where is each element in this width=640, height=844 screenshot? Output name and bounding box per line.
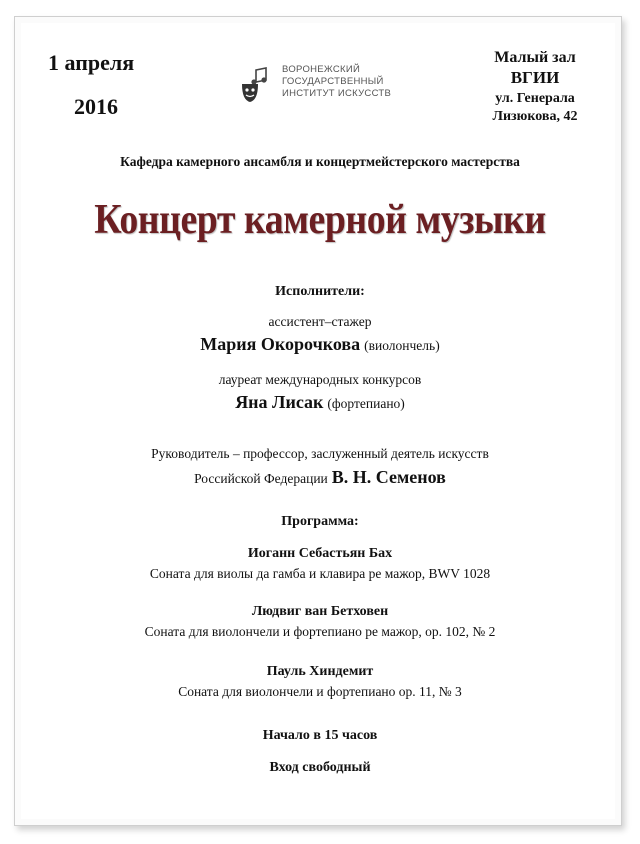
performer-1-name: Мария Окорочкова [200,334,361,354]
concert-title: Концерт камерной музыки [94,197,546,243]
program-heading: Программа: [281,514,359,529]
performers-heading: Исполнители: [275,284,365,299]
start-time: Начало в 15 часов [262,728,378,743]
performer-1-role: ассистент–стажер [268,314,372,329]
program-2-composer: Людвиг ван Бетховен [251,604,389,619]
program-2-work: Соната для виолончели и фортепиано ре мажор, ор. 102, № 2 [144,624,496,639]
program-3-work: Соната для виолончели и фортепиано ор. 11, № 3 [178,684,462,699]
venue-hall: Малый зал [494,49,576,66]
logo-line-2: ГОСУДАРСТВЕННЫЙ [282,76,384,87]
performer-1-instrument: (виолончель) [364,338,440,353]
department: Кафедра камерного ансамбля и концертмейстерского мастерства [120,154,520,169]
performer-2-instrument: (фортепиано) [327,396,405,411]
program-1-work: Соната для виолы да гамба и клавира ре мажор, BWV 1028 [149,566,491,581]
venue-address-2: Лизюкова, 42 [492,109,578,124]
venue-block [480,48,590,126]
venue-address-1: ул. Генерала [495,91,575,106]
performer-2-role: лауреат международных конкурсов [218,372,422,387]
logo-line-3: ИНСТИТУТ ИСКУССТВ [282,88,392,99]
venue-org: ВГИИ [510,68,560,87]
poster-frame [14,16,622,826]
leader-line-2 [0,467,640,488]
leader-name: В. Н. Семенов [331,467,446,487]
concert-year: 2016 [74,94,118,119]
theater-mask-note-icon [236,64,278,106]
logo-line-1: ВОРОНЕЖСКИЙ [282,64,361,75]
leader-country: Российской Федерации [194,471,328,486]
performer-1 [0,334,640,355]
performer-2-name: Яна Лисак [235,392,324,412]
program-1-composer: Иоганн Себастьян Бах [247,546,393,561]
institute-logo [236,60,416,110]
leader-line-1: Руководитель – профессор, заслуженный деятель искусств [151,446,489,461]
entry-info: Вход свободный [269,760,371,775]
concert-date: 1 апреля [48,50,135,75]
program-3-composer: Пауль Хиндемит [266,664,374,679]
performer-2 [0,392,640,413]
